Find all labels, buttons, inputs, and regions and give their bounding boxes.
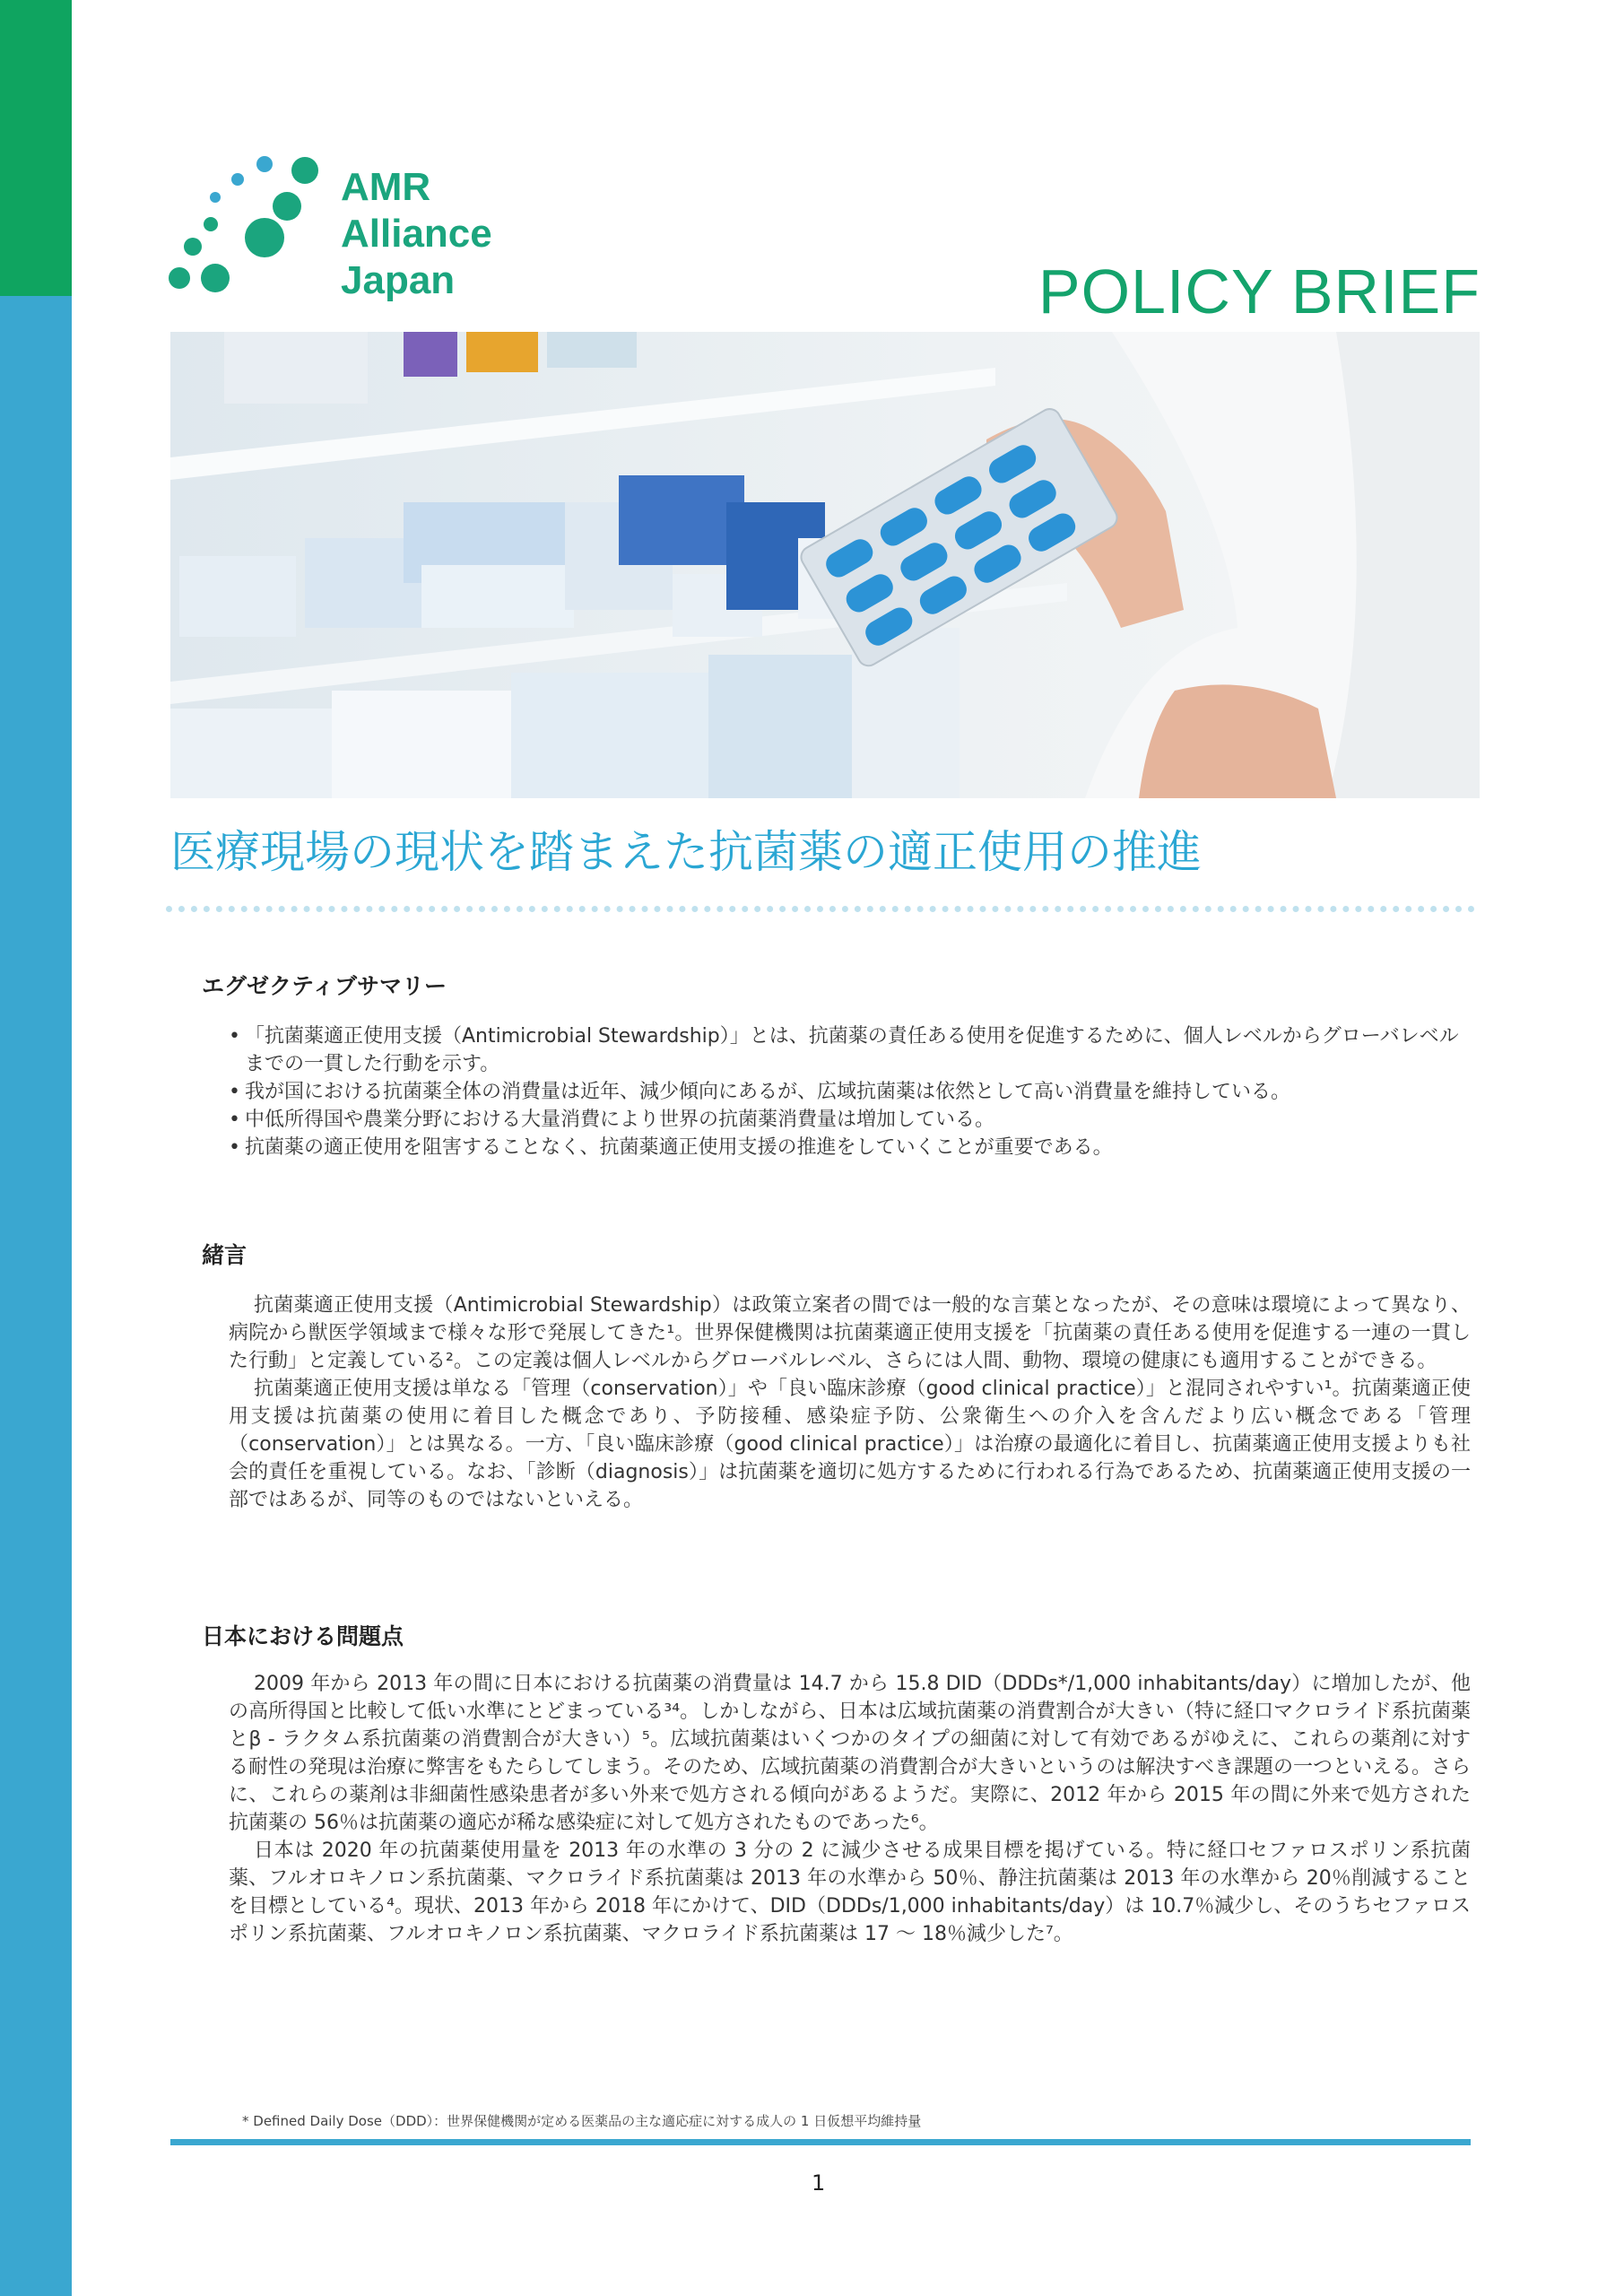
page-title: 医療現場の現状を踏まえた抗菌薬の適正使用の推進: [170, 826, 1202, 878]
intro-paragraph: 抗菌薬適正使用支援は単なる「管理（conservation）」や「良い臨床診療（good clinical practice）」と混同されやすい¹。抗菌薬適正使用支援は抗菌薬の使用に着目した概念であり、予防接種、感染症予防、公衆衛生への介入を含んだより広い概念である「管理（conservation）」とは異なる。一方、「良い臨床診療（good clinical practice）」は治療の最適化に着目し、抗菌薬適正使用支援よりも社会的責任を重視している。なお、「診断（diagnosis）」は抗菌薬を適切に処方するために行われる行為であるため、抗菌薬適正使用支援の一部ではあるが、同等のものではないといえる。: [229, 1378, 1471, 1511]
logo-line-2: Alliance: [341, 212, 492, 256]
summary-bullet: • 我が国における抗菌薬全体の消費量は近年、減少傾向にあるが、広域抗菌薬は依然として高い消費量を維持している。: [229, 1078, 1475, 1106]
summary-bullets: [229, 1022, 1475, 1161]
issues-heading: 日本における問題点: [202, 1623, 404, 1649]
sidebar-accent-green: [0, 0, 72, 296]
logo-line-1: AMR: [341, 165, 431, 209]
hero-photo: [170, 332, 1480, 798]
logo-line-3: Japan: [341, 258, 456, 302]
issues-paragraph: 2009 年から 2013 年の間に日本における抗菌薬の消費量は 14.7 から 15.8 DID（DDDs*/1,000 inhabitants/day）に増加したが、他の高所得国と比較して低い水準にとどまっている³⁴。しかしながら、日本は広域抗菌薬の消費割合が大きい（特に経口マクロライド系抗菌薬とβ - ラクタム系抗菌薬の消費割合が大きい）⁵。広域抗菌薬はいくつかのタイプの細菌に対して有効であるがゆえに、これらの薬剤に対する耐性の発現は治療に弊害をもたらしてしまう。そのため、広域抗菌薬の消費割合が大きいというのは解決すべき課題の一つといえる。さらに、これらの薬剤は非細菌性感染患者が多い外来で処方される傾向があるようだ。実際に、2012 年から 2015 年の間に外来で処方された抗菌薬の 56％は抗菌薬の適応が稀な感染症に対して処方されたものであった⁶。: [229, 1673, 1471, 1834]
page-number: 1: [812, 2170, 826, 2196]
amr-alliance-logo: [166, 148, 525, 309]
intro-body: [229, 1292, 1471, 1514]
sidebar-accent-blue: [0, 296, 72, 2296]
summary-bullet: • 中低所得国や農業分野における大量消費により世界の抗菌薬消費量は増加している。: [229, 1106, 1475, 1134]
pharmacist-holding-blister-pack-icon: [170, 332, 1480, 798]
summary-bullet: • 「抗菌薬適正使用支援（Antimicrobial Stewardship）」とは、抗菌薬の責任ある使用を促進するために、個人レベルからグローバレベルまでの一貫した行動を示す。: [229, 1022, 1475, 1078]
footer-divider: [170, 2139, 1471, 2145]
summary-bullet: • 抗菌薬の適正使用を阻害することなく、抗菌薬適正使用支援の推進をしていくことが重要である。: [229, 1134, 1475, 1161]
summary-heading: エグゼクティブサマリー: [202, 973, 447, 999]
issues-paragraph: 日本は 2020 年の抗菌薬使用量を 2013 年の水準の 3 分の 2 に減少させる成果目標を掲げている。特に経口セファロスポリン系抗菌薬、フルオロキノロン系抗菌薬、マクロライド系抗菌薬は 2013 年の水準から 50％、静注抗菌薬は 2013 年の水準から 20％削減することを目標としている⁴。現状、2013 年から 2018 年にかけて、DID（DDDs/1,000 inhabitants/day）は 10.7％減少し、そのうちセファロスポリン系抗菌薬、フルオロキノロン系抗菌薬、マクロライド系抗菌薬は 17 ～ 18％減少した⁷。: [229, 1839, 1471, 1945]
footnote: * Defined Daily Dose（DDD）：世界保健機関が定める医薬品の主な適応症に対する成人の 1 日仮想平均維持量: [242, 2113, 922, 2129]
policy-brief-label: POLICY BRIEF: [1038, 257, 1481, 326]
logo-dots-icon: [166, 148, 336, 300]
intro-paragraph: 抗菌薬適正使用支援（Antimicrobial Stewardship）は政策立案者の間では一般的な言葉となったが、その意味は環境によって異なり、病院から獣医学領域まで様々な形で発展してきた¹。世界保健機関は抗菌薬適正使用支援を「抗菌薬の責任ある使用を促進する一連の一貫した行動」と定義している²。この定義は個人レベルからグローバルレベル、さらには人間、動物、環境の健康にも適用することができる。: [229, 1294, 1471, 1372]
title-divider: [166, 906, 1475, 912]
logo-wordmark: [341, 164, 492, 304]
issues-body: [229, 1670, 1471, 1948]
intro-heading: 緒言: [202, 1242, 248, 1268]
